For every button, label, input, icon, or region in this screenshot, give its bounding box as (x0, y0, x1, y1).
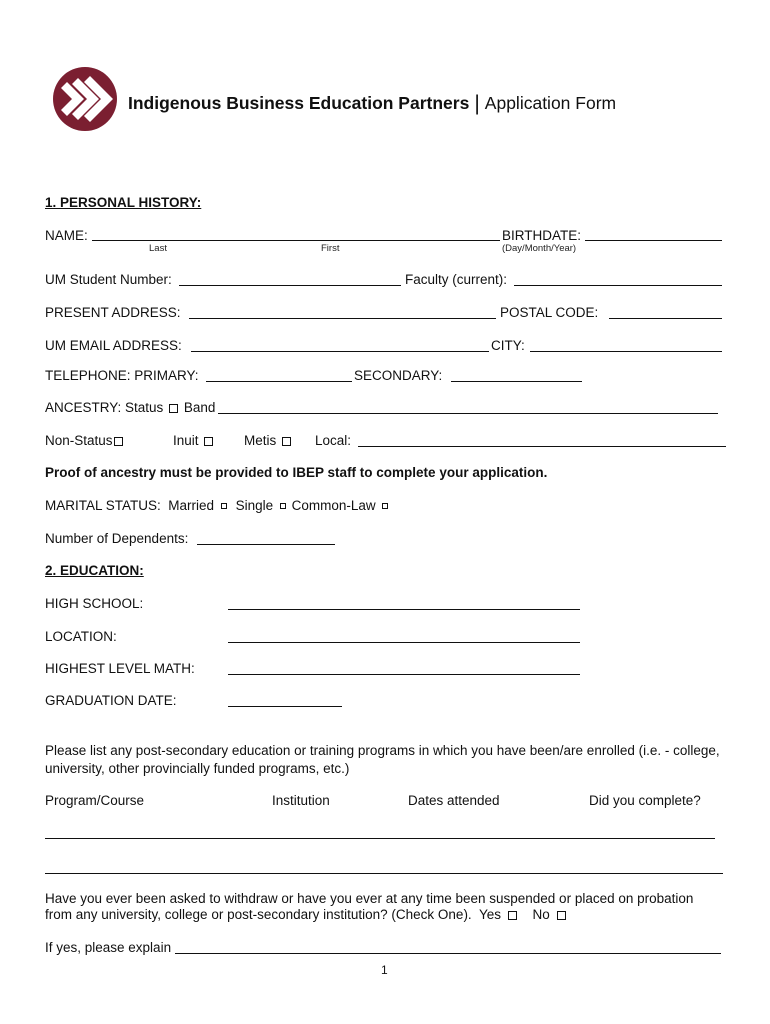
location-field[interactable] (228, 642, 580, 643)
metis-label: Metis (244, 433, 277, 448)
withdraw-question-line-2 (45, 907, 566, 923)
title-separator: | (474, 92, 480, 115)
city-field[interactable] (530, 351, 722, 352)
highest-math-field[interactable] (228, 674, 580, 675)
inuit-checkbox[interactable] (204, 437, 213, 446)
student-number-field[interactable] (179, 285, 401, 286)
no-checkbox[interactable] (557, 911, 566, 920)
org-name: Indigenous Business Education Partners (128, 93, 470, 113)
ibep-logo-icon (52, 66, 118, 132)
metis-option (244, 433, 291, 449)
explain-label: If yes, please explain (45, 940, 172, 955)
graduation-date-field[interactable] (228, 706, 342, 707)
column-header-program: Program/Course (45, 793, 145, 808)
name-field[interactable] (92, 240, 500, 241)
non-status-label: Non-Status (45, 433, 113, 448)
column-header-dates: Dates attended (408, 793, 500, 808)
dependents-field[interactable] (197, 544, 335, 545)
postal-code-label: POSTAL CODE: (500, 305, 599, 320)
yes-checkbox[interactable] (508, 911, 517, 920)
marital-status-row (45, 498, 388, 514)
birthdate-label: BIRTHDATE: (502, 228, 582, 243)
single-label: Single (235, 498, 274, 513)
common-law-label: Common-Law (291, 498, 376, 513)
inuit-label: Inuit (173, 433, 199, 448)
page-number: 1 (381, 963, 388, 977)
married-checkbox[interactable] (221, 503, 227, 509)
present-address-label: PRESENT ADDRESS: (45, 305, 181, 320)
explain-field[interactable] (175, 953, 721, 954)
program-entry-line-2[interactable] (45, 873, 723, 874)
high-school-field[interactable] (228, 609, 580, 610)
post-secondary-instructions-line-1: Please list any post-secondary education or training programs in which you have been/are enrolled (i.e. - college, (45, 743, 720, 758)
email-label: UM EMAIL ADDRESS: (45, 338, 182, 353)
birthdate-field[interactable] (585, 240, 722, 241)
first-name-caption: First (321, 243, 340, 254)
telephone-secondary-field[interactable] (451, 381, 582, 382)
band-field[interactable] (218, 413, 718, 414)
section-heading-education: 2. EDUCATION: (45, 563, 144, 578)
column-header-completed: Did you complete? (589, 793, 701, 808)
section-heading-personal-history: 1. PERSONAL HISTORY: (45, 195, 202, 210)
proof-of-ancestry-note: Proof of ancestry must be provided to IBEP staff to complete your application. (45, 465, 548, 480)
email-field[interactable] (191, 351, 489, 352)
yes-label: Yes (478, 907, 501, 922)
present-address-field[interactable] (189, 318, 496, 319)
faculty-field[interactable] (514, 285, 722, 286)
form-name: Application Form (484, 93, 617, 113)
form-title (128, 92, 616, 116)
ancestry-row (45, 400, 215, 416)
local-label: Local: (315, 433, 352, 448)
name-label: NAME: (45, 228, 88, 243)
non-status-checkbox[interactable] (114, 437, 123, 446)
program-entry-line-1[interactable] (45, 838, 715, 839)
married-label: Married (168, 498, 215, 513)
birthdate-caption: (Day/Month/Year) (502, 243, 577, 254)
withdraw-question-text: from any university, college or post-secondary institution? (Check One). (45, 907, 472, 922)
ancestry-status-label: ANCESTRY: Status (45, 400, 164, 415)
student-number-label: UM Student Number: (45, 272, 172, 287)
inuit-option (173, 433, 213, 449)
marital-status-label: MARITAL STATUS: (45, 498, 161, 513)
post-secondary-instructions-line-2: university, other provincially funded programs, etc.) (45, 761, 350, 776)
location-label: LOCATION: (45, 629, 117, 644)
no-label: No (532, 907, 550, 922)
highest-math-label: HIGHEST LEVEL MATH: (45, 661, 195, 676)
dependents-label: Number of Dependents: (45, 531, 189, 546)
telephone-secondary-label: SECONDARY: (354, 368, 443, 383)
telephone-primary-label: TELEPHONE: PRIMARY: (45, 368, 199, 383)
common-law-checkbox[interactable] (382, 503, 388, 509)
telephone-primary-field[interactable] (206, 381, 352, 382)
withdraw-question-line-1: Have you ever been asked to withdraw or have you ever at any time been suspended or placed on probation (45, 891, 694, 906)
last-name-caption: Last (149, 243, 167, 254)
metis-checkbox[interactable] (282, 437, 291, 446)
local-field[interactable] (358, 446, 726, 447)
postal-code-field[interactable] (609, 318, 722, 319)
high-school-label: HIGH SCHOOL: (45, 596, 144, 611)
column-header-institution: Institution (272, 793, 330, 808)
city-label: CITY: (491, 338, 525, 353)
status-checkbox[interactable] (169, 404, 178, 413)
non-status-option (45, 433, 123, 449)
faculty-label: Faculty (current): (405, 272, 508, 287)
graduation-date-label: GRADUATION DATE: (45, 693, 177, 708)
single-checkbox[interactable] (280, 503, 286, 509)
band-label: Band (183, 400, 216, 415)
